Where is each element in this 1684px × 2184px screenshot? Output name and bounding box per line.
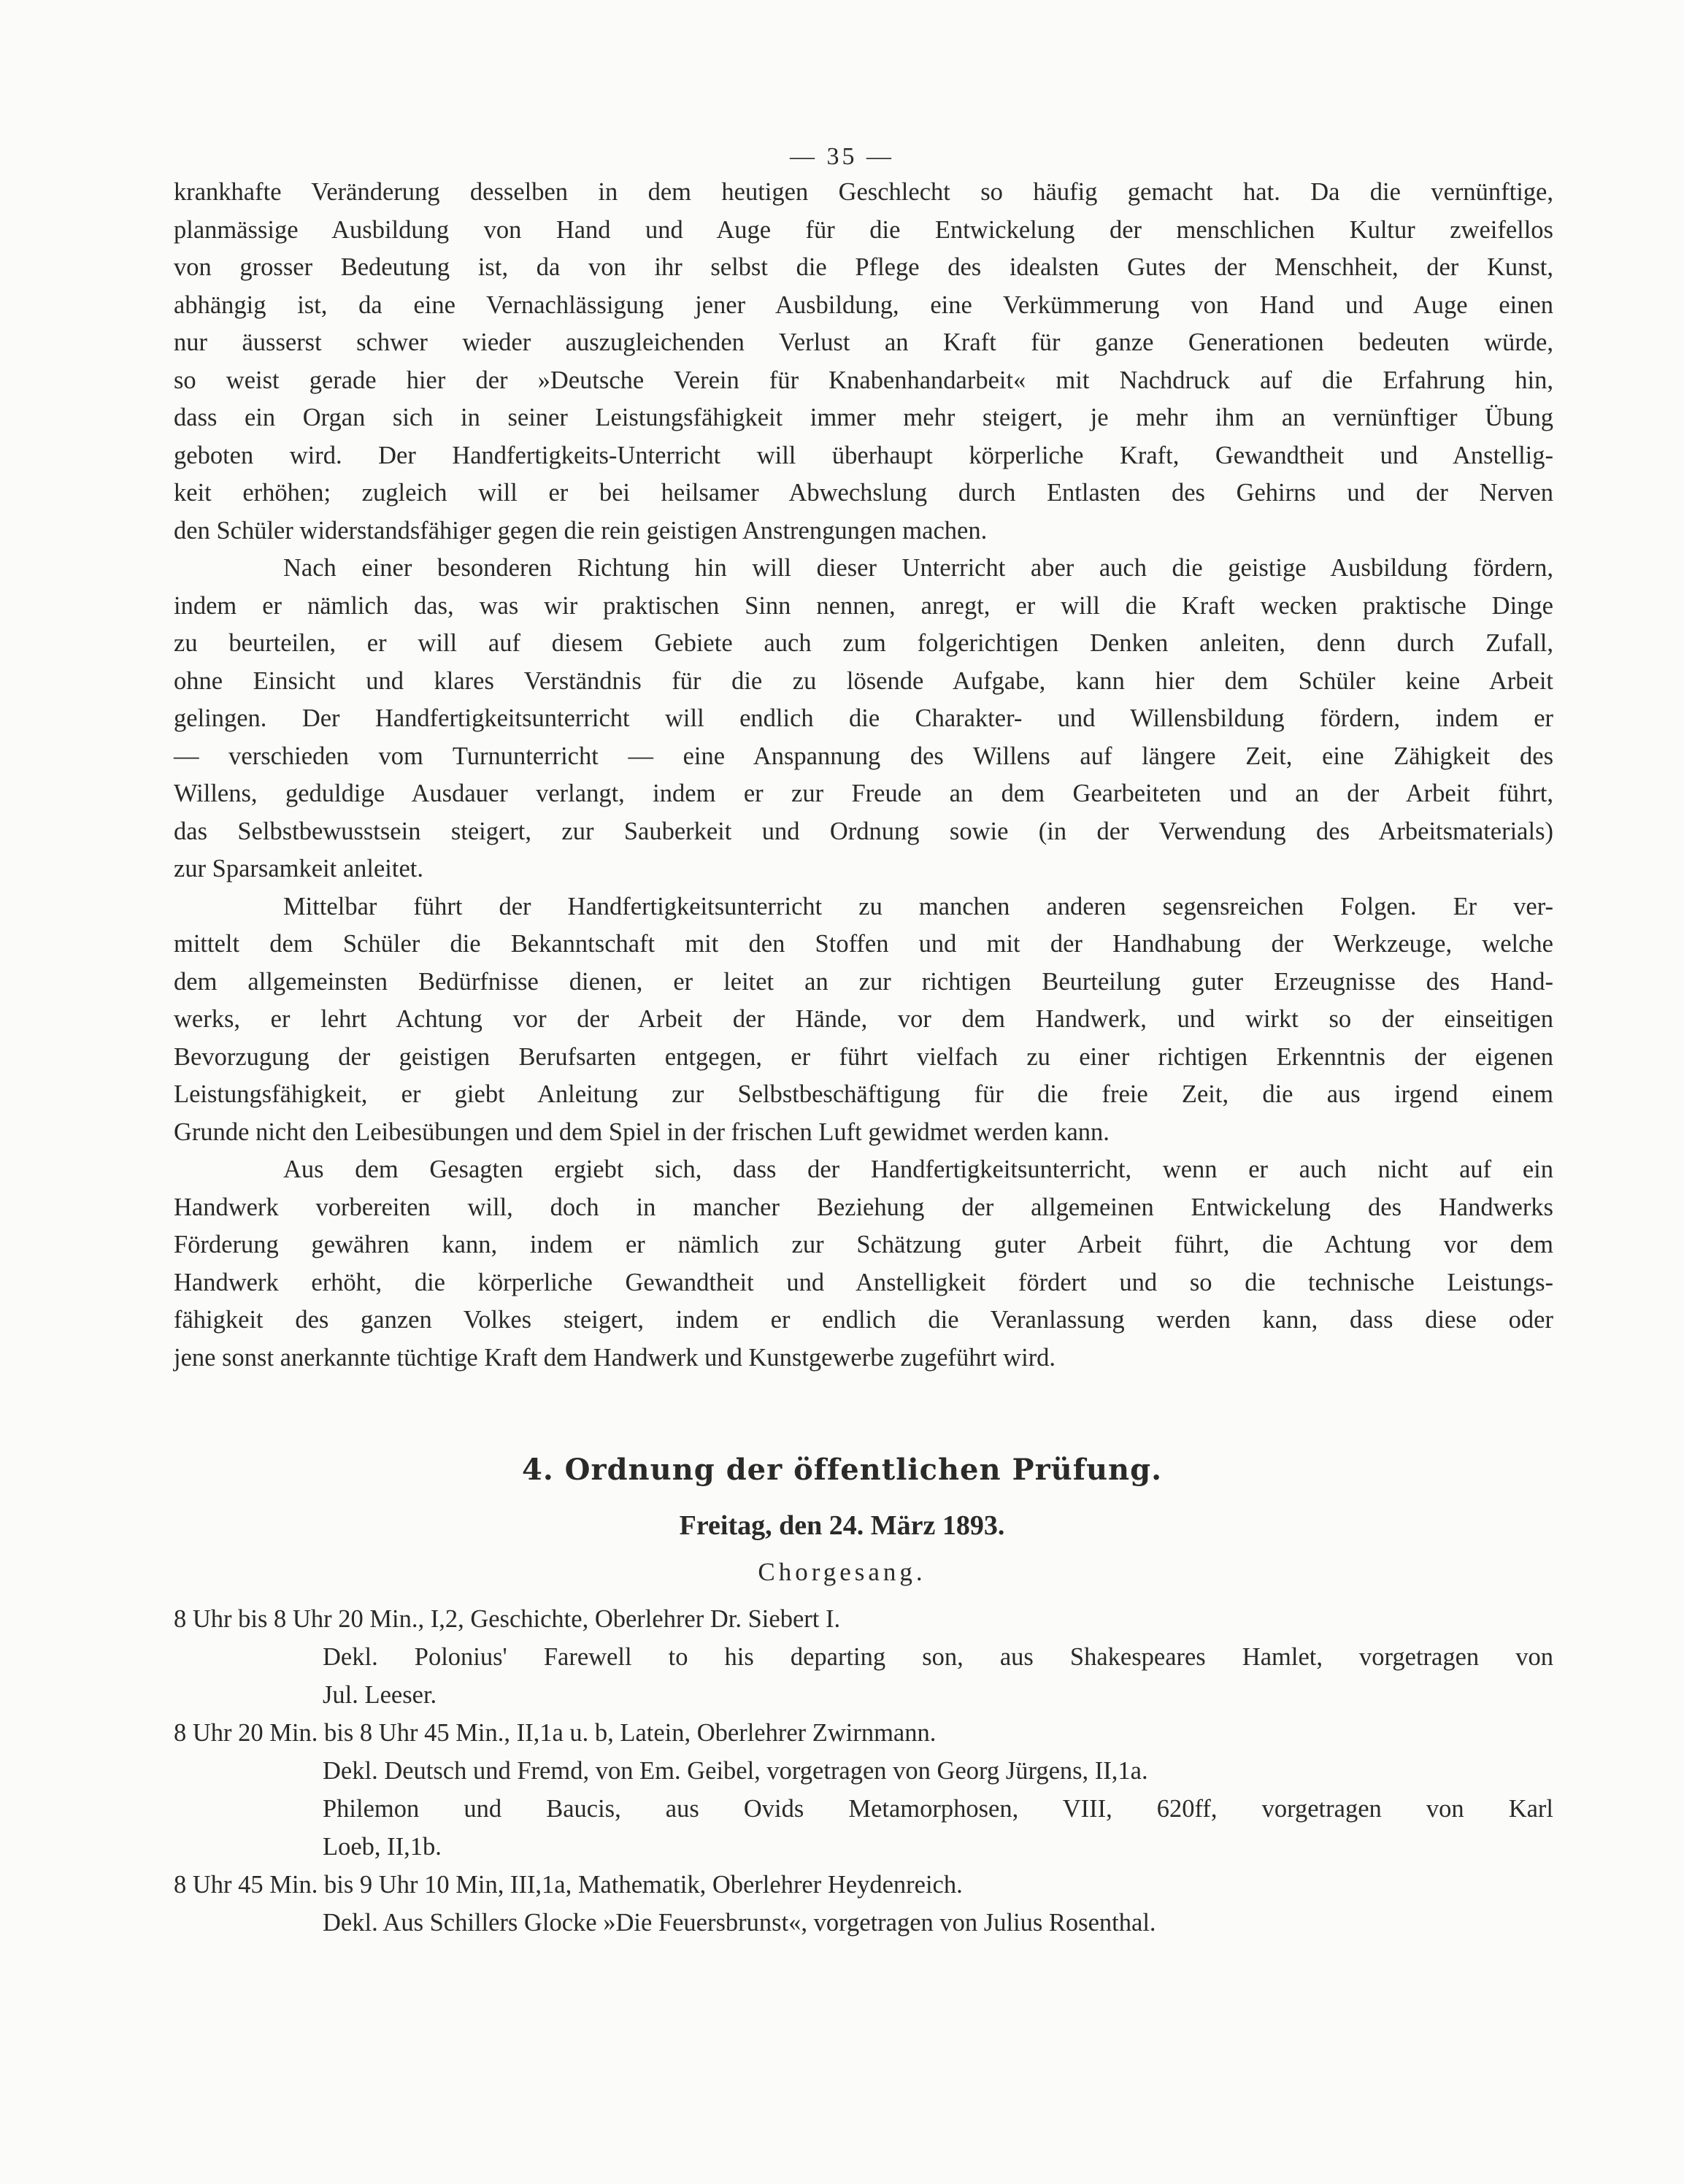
- text-line: krankhafte Veränderung desselben in dem heutigen Geschlecht so häufig gemacht hat. Da die vernünftige,: [174, 178, 1553, 206]
- text-line: indem er nämlich das, was wir praktischen Sinn nennen, anregt, er will die Kraft wecken praktische Dinge: [174, 591, 1553, 620]
- text-line: abhängig ist, da eine Vernachlässigung jener Ausbildung, eine Verkümmerung von Hand und Auge einen: [174, 291, 1553, 319]
- schedule-detail: Dekl. Deutsch und Fremd, von Em. Geibel, vorgetragen von Georg Jürgens, II,1a.: [323, 1757, 1148, 1785]
- text-line: Mittelbar führt der Handfertigkeitsunterricht zu manchen anderen segensreichen Folgen. Er ver-: [283, 892, 1553, 920]
- text-line: Nach einer besonderen Richtung hin will dieser Unterricht aber auch die geistige Ausbildung fördern,: [283, 554, 1553, 582]
- text-line: dem allgemeinsten Bedürfnisse dienen, er leitet an zur richtigen Beurteilung guter Erzeugnisse des Hand-: [174, 967, 1553, 996]
- text-line: Willens, geduldige Ausdauer verlangt, indem er zur Freude an dem Gearbeiteten und an der Arbeit führt,: [174, 780, 1553, 807]
- text-line: Handwerk vorbereiten will, doch in mancher Beziehung der allgemeinen Entwickelung des Handwerks: [174, 1193, 1553, 1221]
- section-title: 4. Ordnung der öffentlichen Prüfung.: [521, 1453, 1162, 1487]
- chorgesang-heading: Chorgesang.: [758, 1558, 926, 1586]
- schedule-detail: Dekl. Aus Schillers Glocke »Die Feuersbrunst«, vorgetragen von Julius Rosenthal.: [323, 1909, 1156, 1937]
- schedule-entry: 8 Uhr 45 Min. bis 9 Uhr 10 Min, III,1a, Mathematik, Oberlehrer Heydenreich.: [174, 1871, 963, 1899]
- text-line: Bevorzugung der geistigen Berufsarten entgegen, er führt vielfach zu einer richtigen Erkenntnis der eigenen: [174, 1042, 1553, 1071]
- text-line: jene sonst anerkannte tüchtige Kraft dem Handwerk und Kunstgewerbe zugeführt wird.: [174, 1343, 1056, 1372]
- text-line: das Selbstbewusstsein steigert, zur Sauberkeit und Ordnung sowie (in der Verwendung des Arbeitsmaterials): [174, 817, 1553, 845]
- schedule-detail: Jul. Leeser.: [323, 1681, 437, 1709]
- schedule-entry: 8 Uhr 20 Min. bis 8 Uhr 45 Min., II,1a u. b, Latein, Oberlehrer Zwirnmann.: [174, 1719, 937, 1747]
- text-line: gelingen. Der Handfertigkeitsunterricht will endlich die Charakter- und Willensbildung fördern, indem er: [174, 704, 1553, 732]
- text-line: Aus dem Gesagten ergiebt sich, dass der Handfertigkeitsunterricht, wenn er auch nicht auf ein: [283, 1156, 1553, 1183]
- page-number: — 35 —: [790, 143, 894, 170]
- text-line: ohne Einsicht und klares Verständnis für die zu lösende Aufgabe, kann hier dem Schüler keine Arbeit: [174, 666, 1553, 695]
- text-line: keit erhöhen; zugleich will er bei heilsamer Abwechslung durch Entlasten des Gehirns und der Nerven: [174, 479, 1553, 507]
- schedule-detail: Philemon und Baucis, aus Ovids Metamorphosen, VIII, 620ff, vorgetragen von Karl: [323, 1795, 1553, 1823]
- text-line: planmässige Ausbildung von Hand und Auge für die Entwickelung der menschlichen Kultur zweifellos: [174, 215, 1553, 244]
- text-line: zur Sparsamkeit anleitet.: [174, 855, 424, 883]
- text-line: den Schüler widerstandsfähiger gegen die rein geistigen Anstrengungen machen.: [174, 516, 988, 545]
- text-line: Leistungsfähigkeit, er giebt Anleitung zur Selbstbeschäftigung für die freie Zeit, die aus irgend einem: [174, 1080, 1553, 1108]
- text-line: geboten wird. Der Handfertigkeits-Unterricht will überhaupt körperliche Kraft, Gewandtheit und Anstellig-: [174, 441, 1553, 469]
- text-line: Grunde nicht den Leibesübungen und dem Spiel in der frischen Luft gewidmet werden kann.: [174, 1118, 1110, 1146]
- text-line: nur äusserst schwer wieder auszugleichenden Verlust an Kraft für ganze Generationen bedeuten würde,: [174, 328, 1553, 356]
- text-line: — verschieden vom Turnunterricht — eine Anspannung des Willens auf längere Zeit, eine Zähigkeit des: [174, 742, 1553, 770]
- body-text: [174, 174, 1553, 1377]
- schedule-entry: 8 Uhr bis 8 Uhr 20 Min., I,2, Geschichte, Oberlehrer Dr. Siebert I.: [174, 1605, 841, 1633]
- text-line: Handwerk erhöht, die körperliche Gewandtheit und Anstelligkeit fördert und so die technische Leistungs-: [174, 1268, 1553, 1296]
- schedule-detail: Dekl. Polonius' Farewell to his departing son, aus Shakespeares Hamlet, vorgetragen von: [323, 1643, 1553, 1671]
- exam-schedule: [174, 1600, 1553, 1942]
- text-line: mittelt dem Schüler die Bekanntschaft mit den Stoffen und mit der Handhabung der Werkzeuge, welche: [174, 930, 1553, 958]
- text-line: Förderung gewähren kann, indem er nämlich zur Schätzung guter Arbeit führt, die Achtung vor dem: [174, 1231, 1553, 1258]
- text-line: fähigkeit des ganzen Volkes steigert, indem er endlich die Veranlassung werden kann, dass diese oder: [174, 1306, 1553, 1334]
- text-line: dass ein Organ sich in seiner Leistungsfähigkeit immer mehr steigert, je mehr ihm an vernünftiger Übung: [174, 404, 1553, 431]
- text-line: zu beurteilen, er will auf diesem Gebiete auch zum folgerichtigen Denken anleiten, denn durch Zufall,: [174, 629, 1553, 657]
- text-line: von grosser Bedeutung ist, da von ihr selbst die Pflege des idealsten Gutes der Menschheit, der Kunst,: [174, 253, 1553, 281]
- text-line: werks, er lehrt Achtung vor der Arbeit der Hände, vor dem Handwerk, und wirkt so der einseitigen: [174, 1005, 1553, 1033]
- exam-date: Freitag, den 24. März 1893.: [679, 1510, 1005, 1541]
- schedule-detail: Loeb, II,1b.: [323, 1833, 442, 1861]
- text-line: so weist gerade hier der »Deutsche Verein für Knabenhandarbeit« mit Nachdruck auf die Erfahrung hin,: [174, 366, 1553, 394]
